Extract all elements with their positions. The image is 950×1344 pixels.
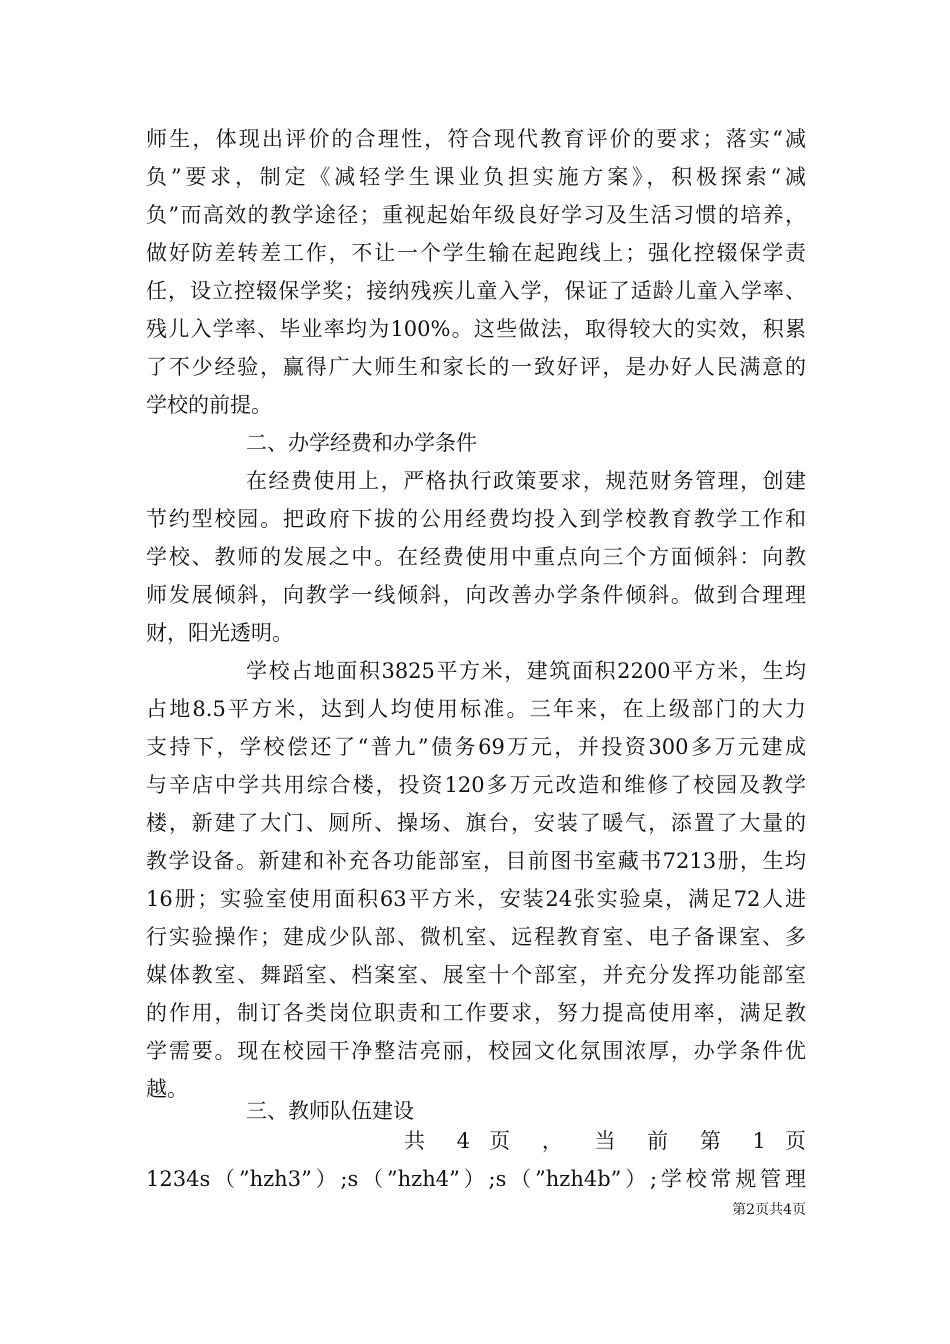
paragraph-line: 学校占地面积3825平方米，建筑面积2200平方米，生均	[246, 659, 806, 683]
paragraph-line: 越。	[146, 1077, 188, 1101]
paragraph-line: 残儿入学率、毕业率均为100%。这些做法，取得较大的实效，积累	[146, 317, 806, 341]
paragraph-line: 负”而高效的教学途径；重视起始年级良好学习及生活习惯的培养，	[146, 203, 806, 227]
section-heading: 二、办学经费和办学条件	[246, 431, 477, 455]
paragraph-line: 任，设立控辍保学奖；接纳残疾儿童入学，保证了适龄儿童入学率、	[146, 279, 806, 303]
paragraph-line: 学校的前提。	[146, 393, 272, 417]
paragraph-line: 了不少经验，赢得广大师生和家长的一致好评，是办好人民满意的	[146, 355, 806, 379]
paragraph-line: 楼，新建了大门、厕所、操场、旗台，安装了暖气，添置了大量的	[146, 811, 806, 835]
paragraph-line: 支持下，学校偿还了“普九”债务69万元，并投资300多万元建成	[146, 735, 806, 759]
paragraph-line: 在经费使用上，严格执行政策要求，规范财务管理，创建	[246, 469, 806, 493]
paragraph-line: 师生，体现出评价的合理性，符合现代教育评价的要求；落实“减	[146, 127, 806, 151]
paragraph-line: 行实验操作；建成少队部、微机室、远程教育室、电子备课室、多	[146, 925, 806, 949]
pagination-text: 共 4 页 ， 当 前 第 1 页	[404, 1129, 806, 1153]
paragraph-line: 学校、教师的发展之中。在经费使用中重点向三个方面倾斜：向教	[146, 545, 806, 569]
paragraph-line: 占地8.5平方米，达到人均使用标准。三年来，在上级部门的大力	[146, 697, 806, 721]
paragraph-line: 与辛店中学共用综合楼，投资120多万元改造和维修了校园及教学	[146, 773, 806, 797]
paragraph-line: 的作用，制订各类岗位职责和工作要求，努力提高使用率，满足教	[146, 1001, 806, 1025]
section-heading: 三、教师队伍建设	[246, 1099, 414, 1123]
code-line: 1234s（”hzh3”）;s（”hzh4”）;s（”hzh4b”）;学校常规管理	[146, 1167, 806, 1191]
paragraph-line: 媒体教室、舞蹈室、档案室、展室十个部室，并充分发挥功能部室	[146, 963, 806, 987]
paragraph-line: 教学设备。新建和补充各功能部室，目前图书室藏书7213册，生均	[146, 849, 806, 873]
paragraph-line: 师发展倾斜，向教学一线倾斜，向改善办学条件倾斜。做到合理理	[146, 583, 806, 607]
pagination-row	[146, 1122, 806, 1160]
paragraph-line: 学需要。现在校园干净整洁亮丽，校园文化氛围浓厚，办学条件优	[146, 1039, 806, 1063]
page-footer: 第2页共4页	[732, 1202, 806, 1218]
paragraph-line: 负”要求，制定《减轻学生课业负担实施方案》，积极探索“减	[146, 165, 806, 189]
paragraph-line: 16册；实验室使用面积63平方米，安装24张实验桌，满足72人进	[146, 887, 806, 911]
paragraph-line: 财，阳光透明。	[146, 621, 293, 645]
paragraph-line: 节约型校园。把政府下拔的公用经费均投入到学校教育教学工作和	[146, 507, 806, 531]
paragraph-line: 做好防差转差工作，不让一个学生输在起跑线上；强化控辍保学责	[146, 241, 806, 265]
